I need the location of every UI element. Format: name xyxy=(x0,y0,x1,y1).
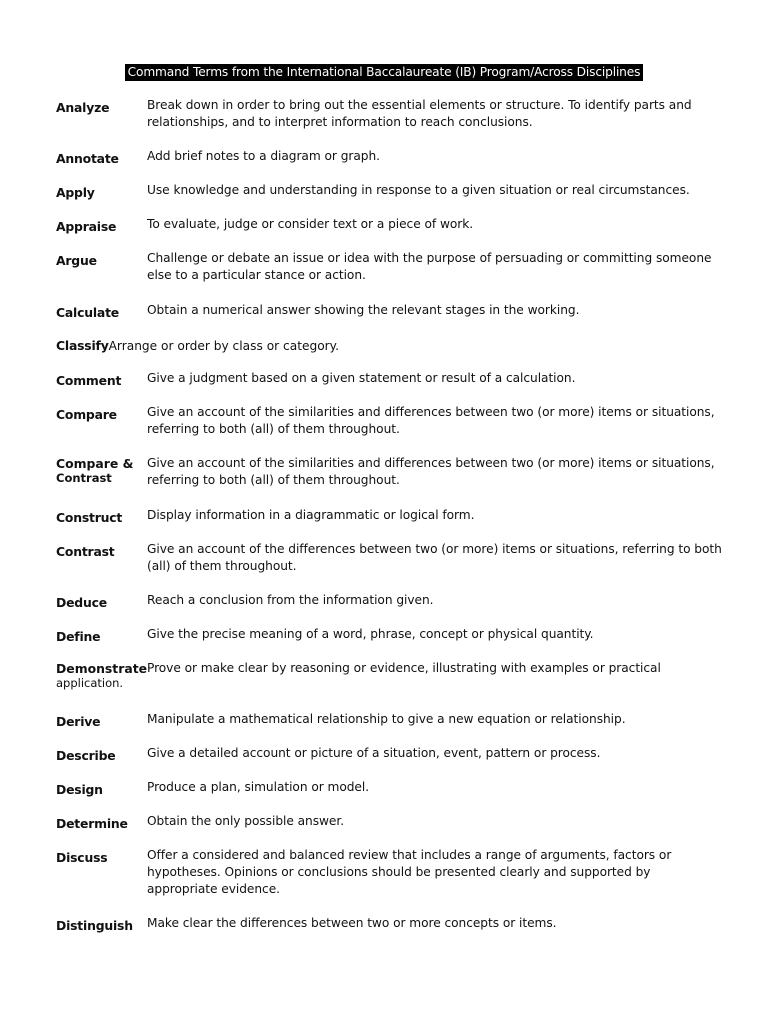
term-label-wrap xyxy=(56,457,133,485)
term-label: Compare & xyxy=(56,456,134,471)
term-definition: Make clear the differences between two or more concepts or items. xyxy=(147,916,557,930)
term-definition: To evaluate, judge or consider text or a piece of work. xyxy=(147,217,474,231)
term-definition: Give an account of the similarities and differences between two (or more) items or situations, referring to both (all) of them throughout. xyxy=(147,405,715,436)
term-label: Compare xyxy=(56,407,117,422)
page-title: Command Terms from the International Baccalaureate (IB) Program/Across Disciplines xyxy=(125,64,643,81)
term-definition: Give a detailed account or picture of a situation, event, pattern or process. xyxy=(147,746,601,760)
term-definition: Obtain the only possible answer. xyxy=(147,814,345,828)
term-label: Analyze xyxy=(56,100,110,115)
term-label: Comment xyxy=(56,373,122,388)
term-label: Calculate xyxy=(56,305,120,320)
term-definition: Give an account of the similarities and differences between two (or more) items or situations, referring to both (all) of them throughout. xyxy=(147,456,715,487)
term-label: Construct xyxy=(56,510,123,525)
term-definition: Manipulate a mathematical relationship to give a new equation or relationship. xyxy=(147,712,626,726)
term-definition: Use knowledge and understanding in response to a given situation or real circumstances. xyxy=(147,183,690,197)
term-definition: Produce a plan, simulation or model. xyxy=(147,780,370,794)
term-label: Demonstrate xyxy=(56,661,148,676)
term-label-continued: Contrast xyxy=(56,471,112,485)
term-label: Classify xyxy=(56,338,109,353)
term-label: Argue xyxy=(56,253,97,268)
term-label: Discuss xyxy=(56,850,108,865)
term-definition: Break down in order to bring out the essential elements or structure. To identify parts and relationships, and to interpret information to reach conclusions. xyxy=(147,98,692,129)
term-label: Define xyxy=(56,629,101,644)
term-definition: Challenge or debate an issue or idea with the purpose of persuading or committing someone else to a particular stance or action. xyxy=(147,251,712,282)
term-definition-continued: application. xyxy=(56,676,124,690)
term-label: Distinguish xyxy=(56,918,133,933)
term-label-wrap xyxy=(56,662,147,690)
term-label: Derive xyxy=(56,714,101,729)
term-label: Design xyxy=(56,782,103,797)
term-entry-classify xyxy=(56,337,339,355)
term-definition: Give the precise meaning of a word, phrase, concept or physical quantity. xyxy=(147,627,594,641)
term-definition: Prove or make clear by reasoning or evidence, illustrating with examples or practical xyxy=(147,661,661,675)
term-definition: Arrange or order by class or category. xyxy=(108,339,340,353)
term-definition: Reach a conclusion from the information given. xyxy=(147,593,434,607)
term-definition: Give a judgment based on a given statement or result of a calculation. xyxy=(147,371,576,385)
term-label: Apply xyxy=(56,185,95,200)
term-definition: Give an account of the differences between two (or more) items or situations, referring to both (all) of them throughout. xyxy=(147,542,722,573)
term-label: Contrast xyxy=(56,544,115,559)
term-definition: Display information in a diagrammatic or logical form. xyxy=(147,508,475,522)
term-label: Describe xyxy=(56,748,116,763)
term-label: Deduce xyxy=(56,595,107,610)
term-definition: Obtain a numerical answer showing the relevant stages in the working. xyxy=(147,303,580,317)
term-definition: Offer a considered and balanced review that includes a range of arguments, factors or hypotheses. Opinions or conclusions should be presented clearly and supported by appropriate evidence. xyxy=(147,848,672,896)
term-label: Determine xyxy=(56,816,128,831)
term-label: Appraise xyxy=(56,219,117,234)
term-definition: Add brief notes to a diagram or graph. xyxy=(147,149,380,163)
term-label: Annotate xyxy=(56,151,119,166)
